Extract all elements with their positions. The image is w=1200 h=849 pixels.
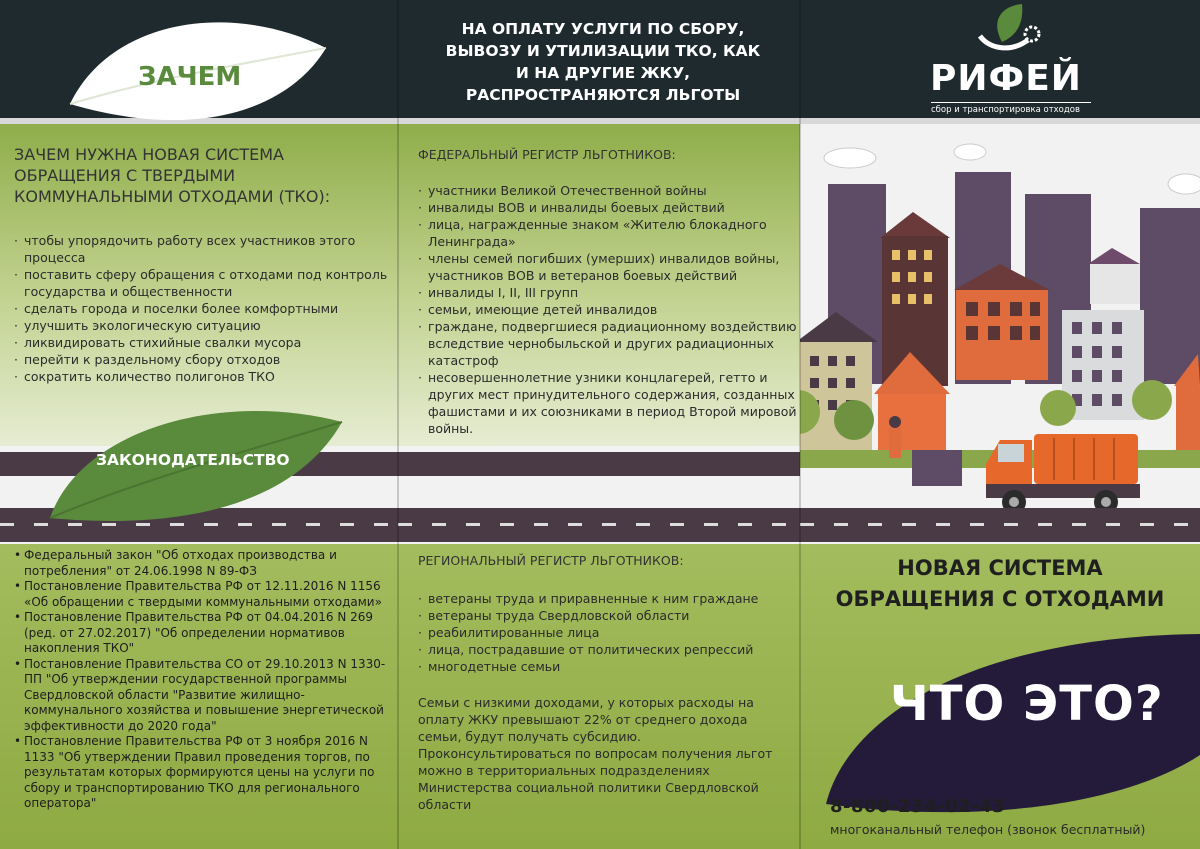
benefits-header: НА ОПЛАТУ УСЛУГИ ПО СБОРУ, ВЫВОЗУ И УТИЛИЗАЦИИ ТКО, КАК И НА ДРУГИЕ ЖКУ, РАСПРОСТРАНЯЮТСЯ ЛЬГОТЫ	[445, 20, 761, 104]
panel-middle	[398, 0, 800, 849]
list-item: • Постановление Правительства РФ от 04.04.2016 N 269 (ред. от 27.02.2017) "Об определении нормативов накопления ТКО"	[14, 610, 398, 657]
federal-list	[418, 182, 798, 437]
section-title: ЗАЧЕМ НУЖНА НОВАЯ СИСТЕМА ОБРАЩЕНИЯ С ТВЕРДЫМИ КОММУНАЛЬНЫМИ ОТХОДАМИ (ТКО):	[14, 145, 331, 206]
list-item: · члены семей погибших (умерших) инвалидов войны, участников ВОВ и ветеранов боевых действий	[418, 250, 798, 284]
list-item: · семьи, имеющие детей инвалидов	[418, 301, 798, 318]
leaf-law-icon	[0, 400, 398, 540]
list-item: · граждане, подвергшиеся радиационному воздействию вследствие чернобыльской и других радиационных катастроф	[418, 318, 798, 369]
list-item: · инвалиды ВОВ и инвалиды боевых действий	[418, 199, 798, 216]
panel-left	[0, 0, 398, 849]
list-item: • Федеральный закон "Об отходах производства и потребления" от 24.06.1998 N 89-ФЗ	[14, 548, 398, 579]
brand-subtitle: сбор и транспортировка отходов	[931, 102, 1091, 115]
list-item: · сократить количество полигонов ТКО	[14, 368, 394, 385]
federal-title: ФЕДЕРАЛЬНЫЙ РЕГИСТР ЛЬГОТНИКОВ:	[418, 147, 676, 162]
logo-leaf-icon	[950, 0, 1060, 60]
fold-line	[397, 0, 399, 849]
question-title: ЧТО ЭТО?	[890, 676, 1164, 732]
brand-logo: РИФЕЙ	[930, 58, 1082, 99]
title-line-1: НОВАЯ СИСТЕМА	[897, 556, 1103, 580]
panel-right	[800, 0, 1200, 849]
list-item: · сделать города и поселки более комфортными	[14, 300, 394, 317]
list-item: · чтобы упорядочить работу всех участников этого процесса	[14, 232, 394, 266]
list-item: • Постановление Правительства РФ от 3 ноября 2016 N 1133 "Об утверждении Правил проведения торгов, по результатам которых формируются цены на услуги по сбору и транспортированию ТКО для регионального оператора"	[14, 734, 398, 812]
list-item: · инвалиды I, II, III групп	[418, 284, 798, 301]
phone-note: многоканальный телефон (звонок бесплатный)	[830, 822, 1146, 837]
fold-line	[799, 0, 801, 849]
list-item: · улучшить экологическую ситуацию	[14, 317, 394, 334]
subsidy-note: Семьи с низкими доходами, у которых расходы на оплату ЖКУ превышают 22% от среднего дохода семьи, будут получать субсидию. Проконсультироваться по вопросам получения льгот можно в территориальных подразделениях Министерства социальной политики Свердловской области	[418, 695, 773, 812]
list-item: • Постановление Правительства СО от 29.10.2013 N 1330-ПП "Об утверждении государственной программы Свердловской области "Развитие жилищно-коммунального хозяйства и повышение энергетической эффективности до 2020 года"	[14, 657, 398, 735]
list-item: · ликвидировать стихийные свалки мусора	[14, 334, 394, 351]
regional-list	[418, 590, 798, 675]
title-line-2: ОБРАЩЕНИЯ С ОТХОДАМИ	[835, 587, 1165, 611]
list-item: · реабилитированные лица	[418, 624, 798, 641]
phone-number[interactable]: 8-800-234-02-43	[830, 796, 1006, 817]
list-item: · многодетные семьи	[418, 658, 798, 675]
list-item: · ветераны труда и приравненные к ним граждане	[418, 590, 798, 607]
list-item: · лица, награжденные знаком «Жителю блокадного Ленинграда»	[418, 216, 798, 250]
law-label: ЗАКОНОДАТЕЛЬСТВО	[96, 451, 290, 469]
list-item: · ветераны труда Свердловской области	[418, 607, 798, 624]
city-illustration	[800, 124, 1200, 544]
road-band	[398, 446, 800, 544]
zachem-label: ЗАЧЕМ	[138, 62, 242, 92]
list-item: · поставить сферу обращения с отходами под контроль государства и общественности	[14, 266, 394, 300]
list-item: · несовершеннолетние узники концлагерей, гетто и других мест принудительного содержания, созданных фашистами и их союзниками в период Второй мировой войны.	[418, 369, 798, 437]
list-item: • Постановление Правительства РФ от 12.11.2016 N 1156 «Об обращении с твердыми коммунальными отходами»	[14, 579, 398, 610]
list-item: · перейти к раздельному сбору отходов	[14, 351, 394, 368]
reasons-list	[14, 232, 394, 385]
list-item: · участники Великой Отечественной войны	[418, 182, 798, 199]
list-item: · лица, пострадавшие от политических репрессий	[418, 641, 798, 658]
regional-title: РЕГИОНАЛЬНЫЙ РЕГИСТР ЛЬГОТНИКОВ:	[418, 553, 684, 568]
new-system-title	[800, 553, 1200, 615]
laws-list	[14, 548, 398, 812]
